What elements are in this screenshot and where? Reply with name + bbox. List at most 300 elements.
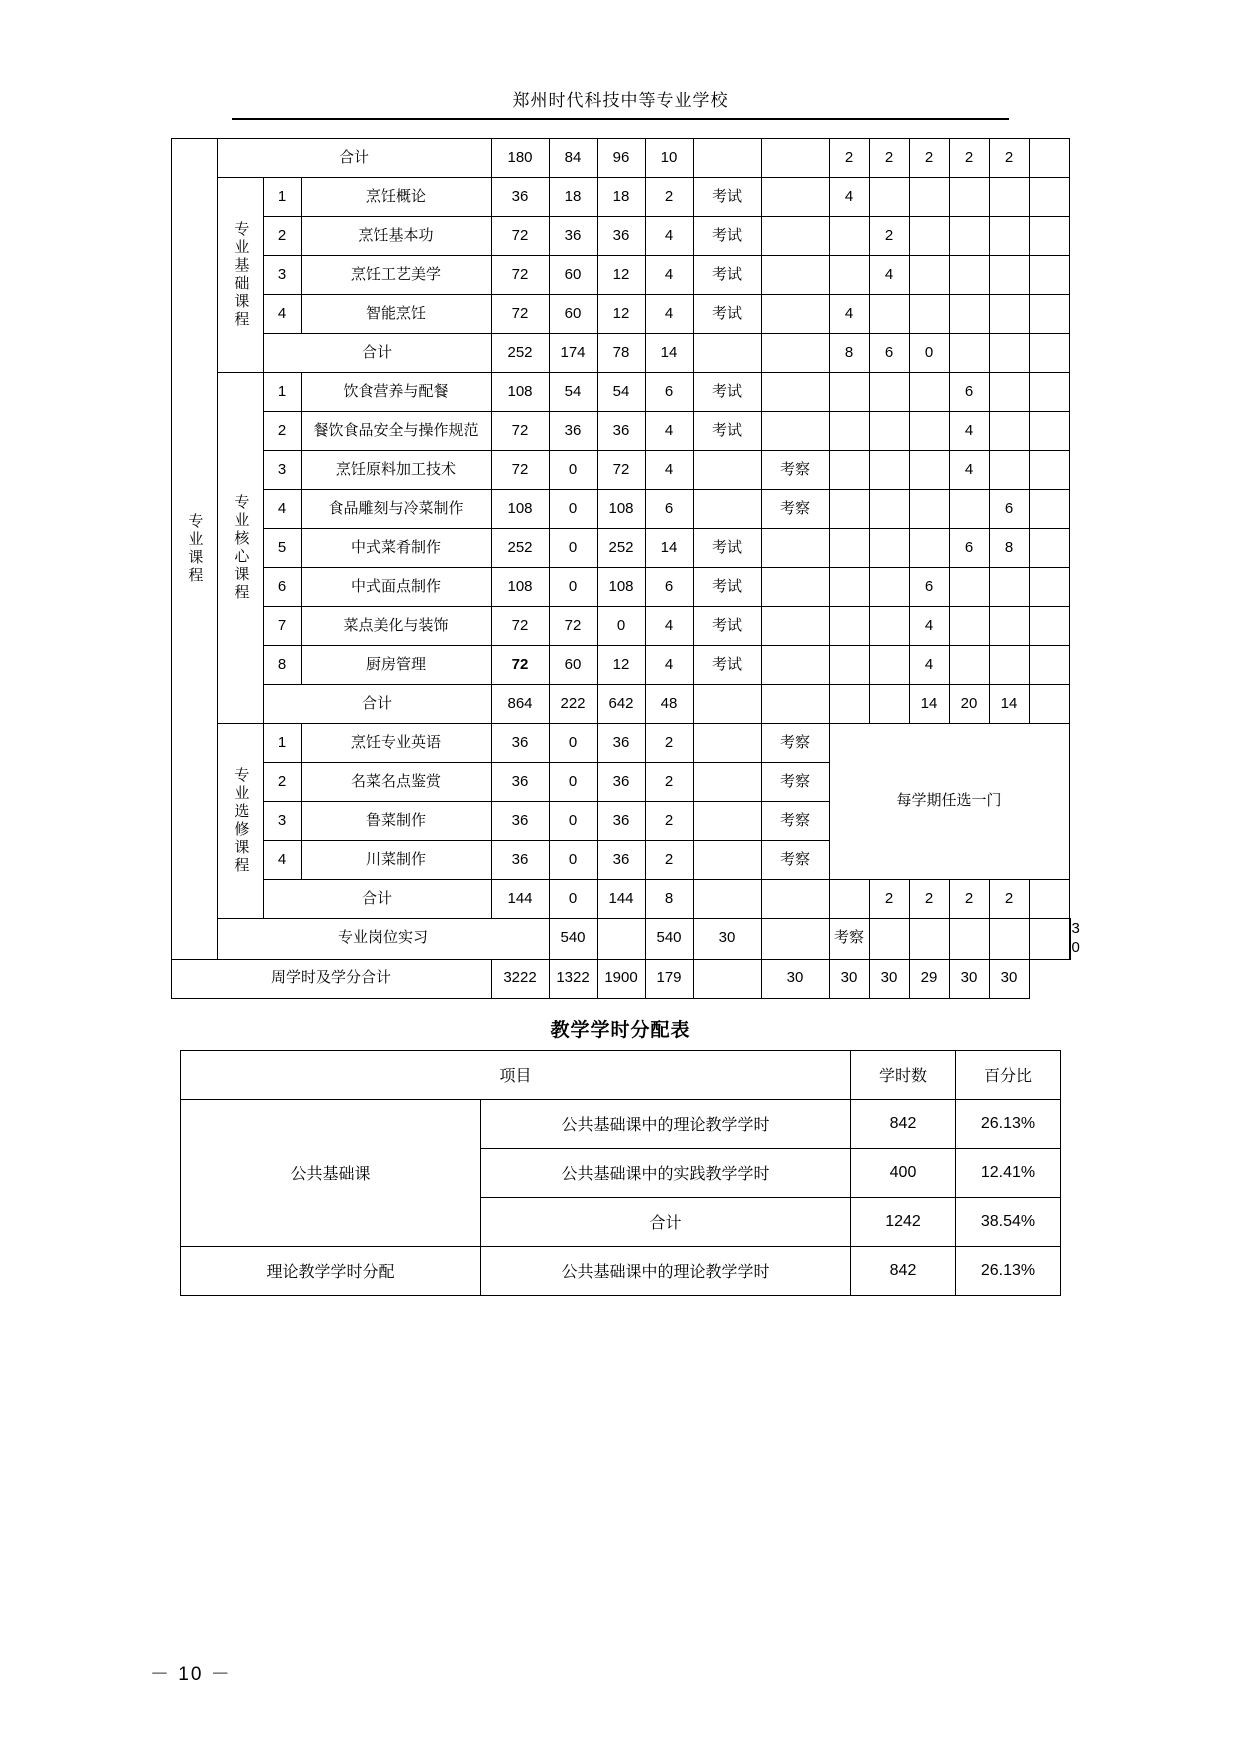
- cell-no: 4: [263, 841, 301, 880]
- cell-term-4: [949, 256, 989, 295]
- cell-term-6: 30: [1069, 919, 1070, 960]
- cell-no: 1: [263, 373, 301, 412]
- header-item: 项目: [180, 1050, 850, 1099]
- table-row: [171, 178, 1070, 217]
- cell-term-5: 6: [989, 490, 1029, 529]
- cell-term-3: [909, 529, 949, 568]
- cell-practice: 36: [597, 412, 645, 451]
- cell-course-name: 餐饮食品安全与操作规范: [301, 412, 491, 451]
- cell-term-6: [1029, 490, 1069, 529]
- cell-term-2: 30: [869, 959, 909, 998]
- cell-term-6: [1029, 295, 1069, 334]
- cell-exam: 考试: [693, 256, 761, 295]
- cell-term-4: [949, 568, 989, 607]
- group-label-elective: 专业选修课程: [217, 724, 263, 919]
- table-row: [171, 568, 1070, 607]
- cell-total: 72: [491, 412, 549, 451]
- cell-check: [761, 646, 829, 685]
- cell-check: 考察: [761, 724, 829, 763]
- cell-total: 36: [491, 763, 549, 802]
- cell-theory: 18: [549, 178, 597, 217]
- table-row: [171, 373, 1070, 412]
- cell-course-name: 鲁菜制作: [301, 802, 491, 841]
- cell-term-4: [949, 607, 989, 646]
- cell-exam: [693, 451, 761, 490]
- cell-practice: 1900: [597, 959, 645, 998]
- cell-term-2: [909, 919, 949, 960]
- cell-total: 36: [491, 178, 549, 217]
- cell-no: 7: [263, 607, 301, 646]
- row-label-internship: 专业岗位实习: [217, 919, 549, 960]
- cell-term-1: 2: [829, 139, 869, 178]
- cell-practice: 36: [597, 763, 645, 802]
- cell-term-3: 4: [909, 646, 949, 685]
- cell-percent: 12.41%: [956, 1148, 1061, 1197]
- cell-credit: 6: [645, 568, 693, 607]
- elective-note: 每学期任选一门: [829, 724, 1069, 880]
- cell-theory: 0: [549, 880, 597, 919]
- cell-practice: 12: [597, 646, 645, 685]
- cell-no: 3: [263, 256, 301, 295]
- cell-term-5: [989, 607, 1029, 646]
- cell-term-5: 2: [989, 880, 1029, 919]
- cell-theory: 0: [549, 529, 597, 568]
- cell-practice: 54: [597, 373, 645, 412]
- cell-term-4: [949, 646, 989, 685]
- cell-percent: 26.13%: [956, 1246, 1061, 1295]
- table-row-internship: [171, 919, 1070, 960]
- table-row: [171, 217, 1070, 256]
- cell-no: 2: [263, 763, 301, 802]
- table-row: [171, 334, 1070, 373]
- cell-theory: 1322: [549, 959, 597, 998]
- cell-check: [761, 217, 829, 256]
- cell-term-3: 2: [909, 139, 949, 178]
- cell-term-1: 8: [829, 334, 869, 373]
- cell-credit: 2: [645, 802, 693, 841]
- cell-term-4: [949, 178, 989, 217]
- table-row: [171, 412, 1070, 451]
- cell-credit: 10: [645, 139, 693, 178]
- alloc-table-title: 教学学时分配表: [550, 1019, 691, 1041]
- cell-practice: 252: [597, 529, 645, 568]
- cell-credit: 8: [645, 880, 693, 919]
- cell-theory: 60: [549, 646, 597, 685]
- cell-hours: 1242: [851, 1197, 956, 1246]
- cell-total: 72: [491, 217, 549, 256]
- cell-term-5: [989, 217, 1029, 256]
- cell-total: 144: [491, 880, 549, 919]
- cell-no: 4: [263, 490, 301, 529]
- cell-check: [761, 139, 829, 178]
- cell-term-3: 2: [909, 880, 949, 919]
- cell-theory: 60: [549, 256, 597, 295]
- row-label-total: 合计: [263, 880, 491, 919]
- cell-term-2: 6: [869, 334, 909, 373]
- cell-check: [761, 880, 829, 919]
- school-name: 郑州时代科技中等专业学校: [512, 91, 729, 110]
- cell-credit: 2: [645, 841, 693, 880]
- cell-credit: 2: [645, 724, 693, 763]
- cell-item: 公共基础课中的理论教学学时: [480, 1099, 850, 1148]
- cell-no: 6: [263, 568, 301, 607]
- cell-exam: 考试: [693, 646, 761, 685]
- cell-check: [761, 412, 829, 451]
- cell-term-4: 20: [949, 685, 989, 724]
- cell-term-4: [949, 334, 989, 373]
- cell-term-6: [1029, 529, 1069, 568]
- cell-term-6: [1029, 217, 1069, 256]
- cell-credit: 14: [645, 529, 693, 568]
- cell-credit: 2: [645, 763, 693, 802]
- cell-term-1: [829, 685, 869, 724]
- table-header-row: [180, 1050, 1060, 1099]
- page-header: [0, 0, 1241, 111]
- group-label-basic: 专业基础课程: [217, 178, 263, 373]
- cell-theory: 0: [549, 490, 597, 529]
- cell-course-name: 烹饪基本功: [301, 217, 491, 256]
- cell-term-1: [829, 412, 869, 451]
- cell-term-2: [869, 685, 909, 724]
- cell-practice: 18: [597, 178, 645, 217]
- cell-no: 1: [263, 178, 301, 217]
- cell-term-6: [1029, 880, 1069, 919]
- cell-term-4: 4: [949, 412, 989, 451]
- cell-term-6: [1029, 607, 1069, 646]
- cell-practice: 12: [597, 256, 645, 295]
- cell-term-6: [1029, 178, 1069, 217]
- cell-term-4: 6: [949, 529, 989, 568]
- cell-exam: 考试: [693, 568, 761, 607]
- table-row: [171, 529, 1070, 568]
- curriculum-table: [171, 138, 1080, 999]
- cell-credit: 4: [645, 256, 693, 295]
- cell-practice: 108: [597, 568, 645, 607]
- cell-percent: 26.13%: [956, 1099, 1061, 1148]
- cell-theory: 0: [549, 841, 597, 880]
- cell-term-6: [1029, 412, 1069, 451]
- cell-hours: 400: [851, 1148, 956, 1197]
- cell-total: 36: [491, 841, 549, 880]
- cell-term-2: [869, 373, 909, 412]
- cell-total: 72: [491, 607, 549, 646]
- cell-exam: 考试: [693, 529, 761, 568]
- cell-term-2: [869, 490, 909, 529]
- cell-credit: 2: [645, 178, 693, 217]
- cell-term-2: [869, 412, 909, 451]
- cell-term-1: [829, 646, 869, 685]
- cell-total: 72: [491, 646, 549, 685]
- cell-hours: 842: [851, 1246, 956, 1295]
- cell-total: 72: [491, 256, 549, 295]
- cell-total: 252: [491, 529, 549, 568]
- cell-term-3: [909, 256, 949, 295]
- cell-term-4: 2: [949, 880, 989, 919]
- cell-term-1: [829, 451, 869, 490]
- cell-term-5: [989, 646, 1029, 685]
- cell-term-2: [869, 295, 909, 334]
- cell-course-name: 饮食营养与配餐: [301, 373, 491, 412]
- cell-term-1: 4: [829, 295, 869, 334]
- cell-term-5: [989, 256, 1029, 295]
- cell-term-4: [949, 295, 989, 334]
- cell-check: 考察: [761, 490, 829, 529]
- cell-course-name: 川菜制作: [301, 841, 491, 880]
- cell-check: [761, 529, 829, 568]
- cell-course-name: 烹饪概论: [301, 178, 491, 217]
- cell-no: 2: [263, 412, 301, 451]
- cell-theory: 222: [549, 685, 597, 724]
- cell-check: [761, 607, 829, 646]
- cell-practice: 36: [597, 841, 645, 880]
- cell-term-6: [1029, 568, 1069, 607]
- cell-term-1: [829, 529, 869, 568]
- cell-credit: 179: [645, 959, 693, 998]
- cell-total: 108: [491, 568, 549, 607]
- cell-term-6: [1029, 139, 1069, 178]
- cell-term-0: 30: [761, 959, 829, 998]
- cell-term-4: [989, 919, 1029, 960]
- cell-item: 合计: [480, 1197, 850, 1246]
- cell-no: 2: [263, 217, 301, 256]
- cell-practice: 0: [597, 607, 645, 646]
- cell-term-4: 30: [949, 959, 989, 998]
- cell-course-name: 中式面点制作: [301, 568, 491, 607]
- cell-exam: [693, 139, 761, 178]
- cell-credit: 4: [645, 217, 693, 256]
- table-row: [171, 607, 1070, 646]
- cell-total: 180: [491, 139, 549, 178]
- cell-term-3: 0: [909, 334, 949, 373]
- cell-course-name: 中式菜肴制作: [301, 529, 491, 568]
- cell-term-5: [989, 412, 1029, 451]
- header-percent: 百分比: [956, 1050, 1061, 1099]
- cell-theory: 0: [549, 802, 597, 841]
- cell-course-name: 烹饪专业英语: [301, 724, 491, 763]
- cell-term-3: [909, 373, 949, 412]
- cell-check: 考察: [829, 919, 869, 960]
- cell-course-name: 厨房管理: [301, 646, 491, 685]
- header-hours: 学时数: [851, 1050, 956, 1099]
- cell-course-name: 智能烹饪: [301, 295, 491, 334]
- cell-term-5: [989, 178, 1029, 217]
- cell-term-3: [909, 217, 949, 256]
- cell-total: 3222: [491, 959, 549, 998]
- cell-term-3: 29: [909, 959, 949, 998]
- cell-term-1: [829, 490, 869, 529]
- cell-exam: [693, 334, 761, 373]
- cell-term-2: [869, 529, 909, 568]
- group-label-theory-allocation: 理论教学学时分配: [180, 1246, 480, 1295]
- table-row: [171, 295, 1070, 334]
- cell-term-6: [1029, 646, 1069, 685]
- group-label-public-basic: 公共基础课: [180, 1099, 480, 1246]
- group-label-major-courses: 专业课程: [171, 139, 217, 960]
- cell-total: 864: [491, 685, 549, 724]
- cell-practice: 96: [597, 139, 645, 178]
- cell-practice: 642: [597, 685, 645, 724]
- cell-term-2: 2: [869, 880, 909, 919]
- cell-term-1: [829, 217, 869, 256]
- cell-term-3: [949, 919, 989, 960]
- cell-check: [761, 568, 829, 607]
- cell-check: [761, 178, 829, 217]
- cell-theory: 60: [549, 295, 597, 334]
- cell-term-5: [989, 334, 1029, 373]
- table-row: [171, 139, 1070, 178]
- cell-term-6: [1029, 685, 1069, 724]
- cell-theory: 0: [549, 451, 597, 490]
- cell-term-1: 30: [829, 959, 869, 998]
- cell-no: 4: [263, 295, 301, 334]
- cell-no: 8: [263, 646, 301, 685]
- cell-term-2: [869, 178, 909, 217]
- cell-check: [761, 295, 829, 334]
- page-number: － 10 －: [150, 1664, 232, 1685]
- cell-term-3: [909, 412, 949, 451]
- cell-exam: [693, 685, 761, 724]
- cell-no: 5: [263, 529, 301, 568]
- cell-exam: [693, 841, 761, 880]
- table-row-grand-total: [171, 959, 1070, 998]
- cell-theory: 36: [549, 412, 597, 451]
- cell-item: 公共基础课中的实践教学学时: [480, 1148, 850, 1197]
- cell-term-3: [909, 490, 949, 529]
- cell-term-5: [989, 295, 1029, 334]
- cell-term-6: [1029, 334, 1069, 373]
- cell-exam: [693, 880, 761, 919]
- cell-term-2: [869, 568, 909, 607]
- cell-term-2: 2: [869, 217, 909, 256]
- cell-term-3: [909, 295, 949, 334]
- cell-exam: 考试: [693, 295, 761, 334]
- cell-course-name: 名菜名点鉴赏: [301, 763, 491, 802]
- cell-total: 252: [491, 334, 549, 373]
- cell-check: 考察: [761, 841, 829, 880]
- cell-term-5: 8: [989, 529, 1029, 568]
- cell-practice: 72: [597, 451, 645, 490]
- table-row: [171, 880, 1070, 919]
- cell-theory: 0: [549, 724, 597, 763]
- cell-theory: 54: [549, 373, 597, 412]
- row-label-total: 合计: [263, 685, 491, 724]
- cell-course-name: 食品雕刻与冷菜制作: [301, 490, 491, 529]
- group-label-core: 专业核心课程: [217, 373, 263, 724]
- cell-check: [761, 256, 829, 295]
- cell-credit: 4: [645, 607, 693, 646]
- cell-term-5: [989, 451, 1029, 490]
- table-row: [171, 256, 1070, 295]
- cell-hours: 842: [851, 1099, 956, 1148]
- cell-total: 540: [549, 919, 597, 960]
- cell-check: [761, 373, 829, 412]
- cell-exam: 考试: [693, 373, 761, 412]
- table-row: [171, 451, 1070, 490]
- cell-check: 考察: [761, 451, 829, 490]
- cell-credit: 4: [645, 451, 693, 490]
- cell-exam: 考试: [693, 412, 761, 451]
- cell-term-6: [1029, 451, 1069, 490]
- cell-term-1: [829, 373, 869, 412]
- cell-term-3: 4: [909, 607, 949, 646]
- cell-exam: [693, 490, 761, 529]
- cell-term-1: [869, 919, 909, 960]
- cell-credit: 4: [645, 646, 693, 685]
- cell-term-5: 2: [989, 139, 1029, 178]
- cell-credit: 48: [645, 685, 693, 724]
- cell-total: 36: [491, 802, 549, 841]
- cell-term-3: 14: [909, 685, 949, 724]
- cell-total: 36: [491, 724, 549, 763]
- cell-credit: 4: [645, 412, 693, 451]
- cell-term-3: [909, 178, 949, 217]
- cell-term-5: [989, 373, 1029, 412]
- cell-term-3: 6: [909, 568, 949, 607]
- cell-course-name: 烹饪原料加工技术: [301, 451, 491, 490]
- cell-total: 72: [491, 295, 549, 334]
- table-row: [171, 724, 1070, 763]
- curriculum-table-wrapper: [171, 138, 1080, 999]
- cell-no: 1: [263, 724, 301, 763]
- cell-check: 考察: [761, 763, 829, 802]
- cell-credit: 6: [645, 490, 693, 529]
- cell-total: 72: [491, 451, 549, 490]
- table-row: [180, 1246, 1060, 1295]
- cell-course-name: 菜点美化与装饰: [301, 607, 491, 646]
- row-label-total: 合计: [217, 139, 491, 178]
- cell-term-2: [869, 646, 909, 685]
- table-row: [171, 646, 1070, 685]
- cell-practice: 540: [645, 919, 693, 960]
- cell-term-2: [869, 607, 909, 646]
- row-label-total: 合计: [263, 334, 491, 373]
- cell-theory: 0: [549, 568, 597, 607]
- cell-credit: 4: [645, 295, 693, 334]
- cell-exam: 考试: [693, 217, 761, 256]
- table-row: [171, 685, 1070, 724]
- cell-practice: 144: [597, 880, 645, 919]
- row-label-grand-total: 周学时及学分合计: [171, 959, 491, 998]
- cell-term-5: 14: [989, 685, 1029, 724]
- cell-term-5: [989, 568, 1029, 607]
- cell-term-5: 30: [989, 959, 1029, 998]
- cell-term-4: 6: [949, 373, 989, 412]
- cell-term-1: [829, 568, 869, 607]
- cell-term-3: [909, 451, 949, 490]
- cell-credit: 30: [693, 919, 761, 960]
- teaching-hours-allocation-table: [180, 1050, 1061, 1296]
- cell-check: [761, 685, 829, 724]
- cell-term-2: 2: [869, 139, 909, 178]
- cell-term-4: 2: [949, 139, 989, 178]
- cell-term-4: [949, 490, 989, 529]
- cell-term-5: [1029, 919, 1069, 960]
- cell-exam: 考试: [693, 178, 761, 217]
- cell-term-1: [829, 880, 869, 919]
- cell-practice: 12: [597, 295, 645, 334]
- cell-exam: [693, 959, 761, 998]
- cell-term-1: [829, 607, 869, 646]
- cell-no: 3: [263, 451, 301, 490]
- cell-theory: 84: [549, 139, 597, 178]
- cell-theory: [597, 919, 645, 960]
- cell-term-2: 4: [869, 256, 909, 295]
- cell-theory: 174: [549, 334, 597, 373]
- cell-practice: 78: [597, 334, 645, 373]
- table-row: [180, 1099, 1060, 1148]
- cell-term-4: [949, 217, 989, 256]
- cell-check: [761, 334, 829, 373]
